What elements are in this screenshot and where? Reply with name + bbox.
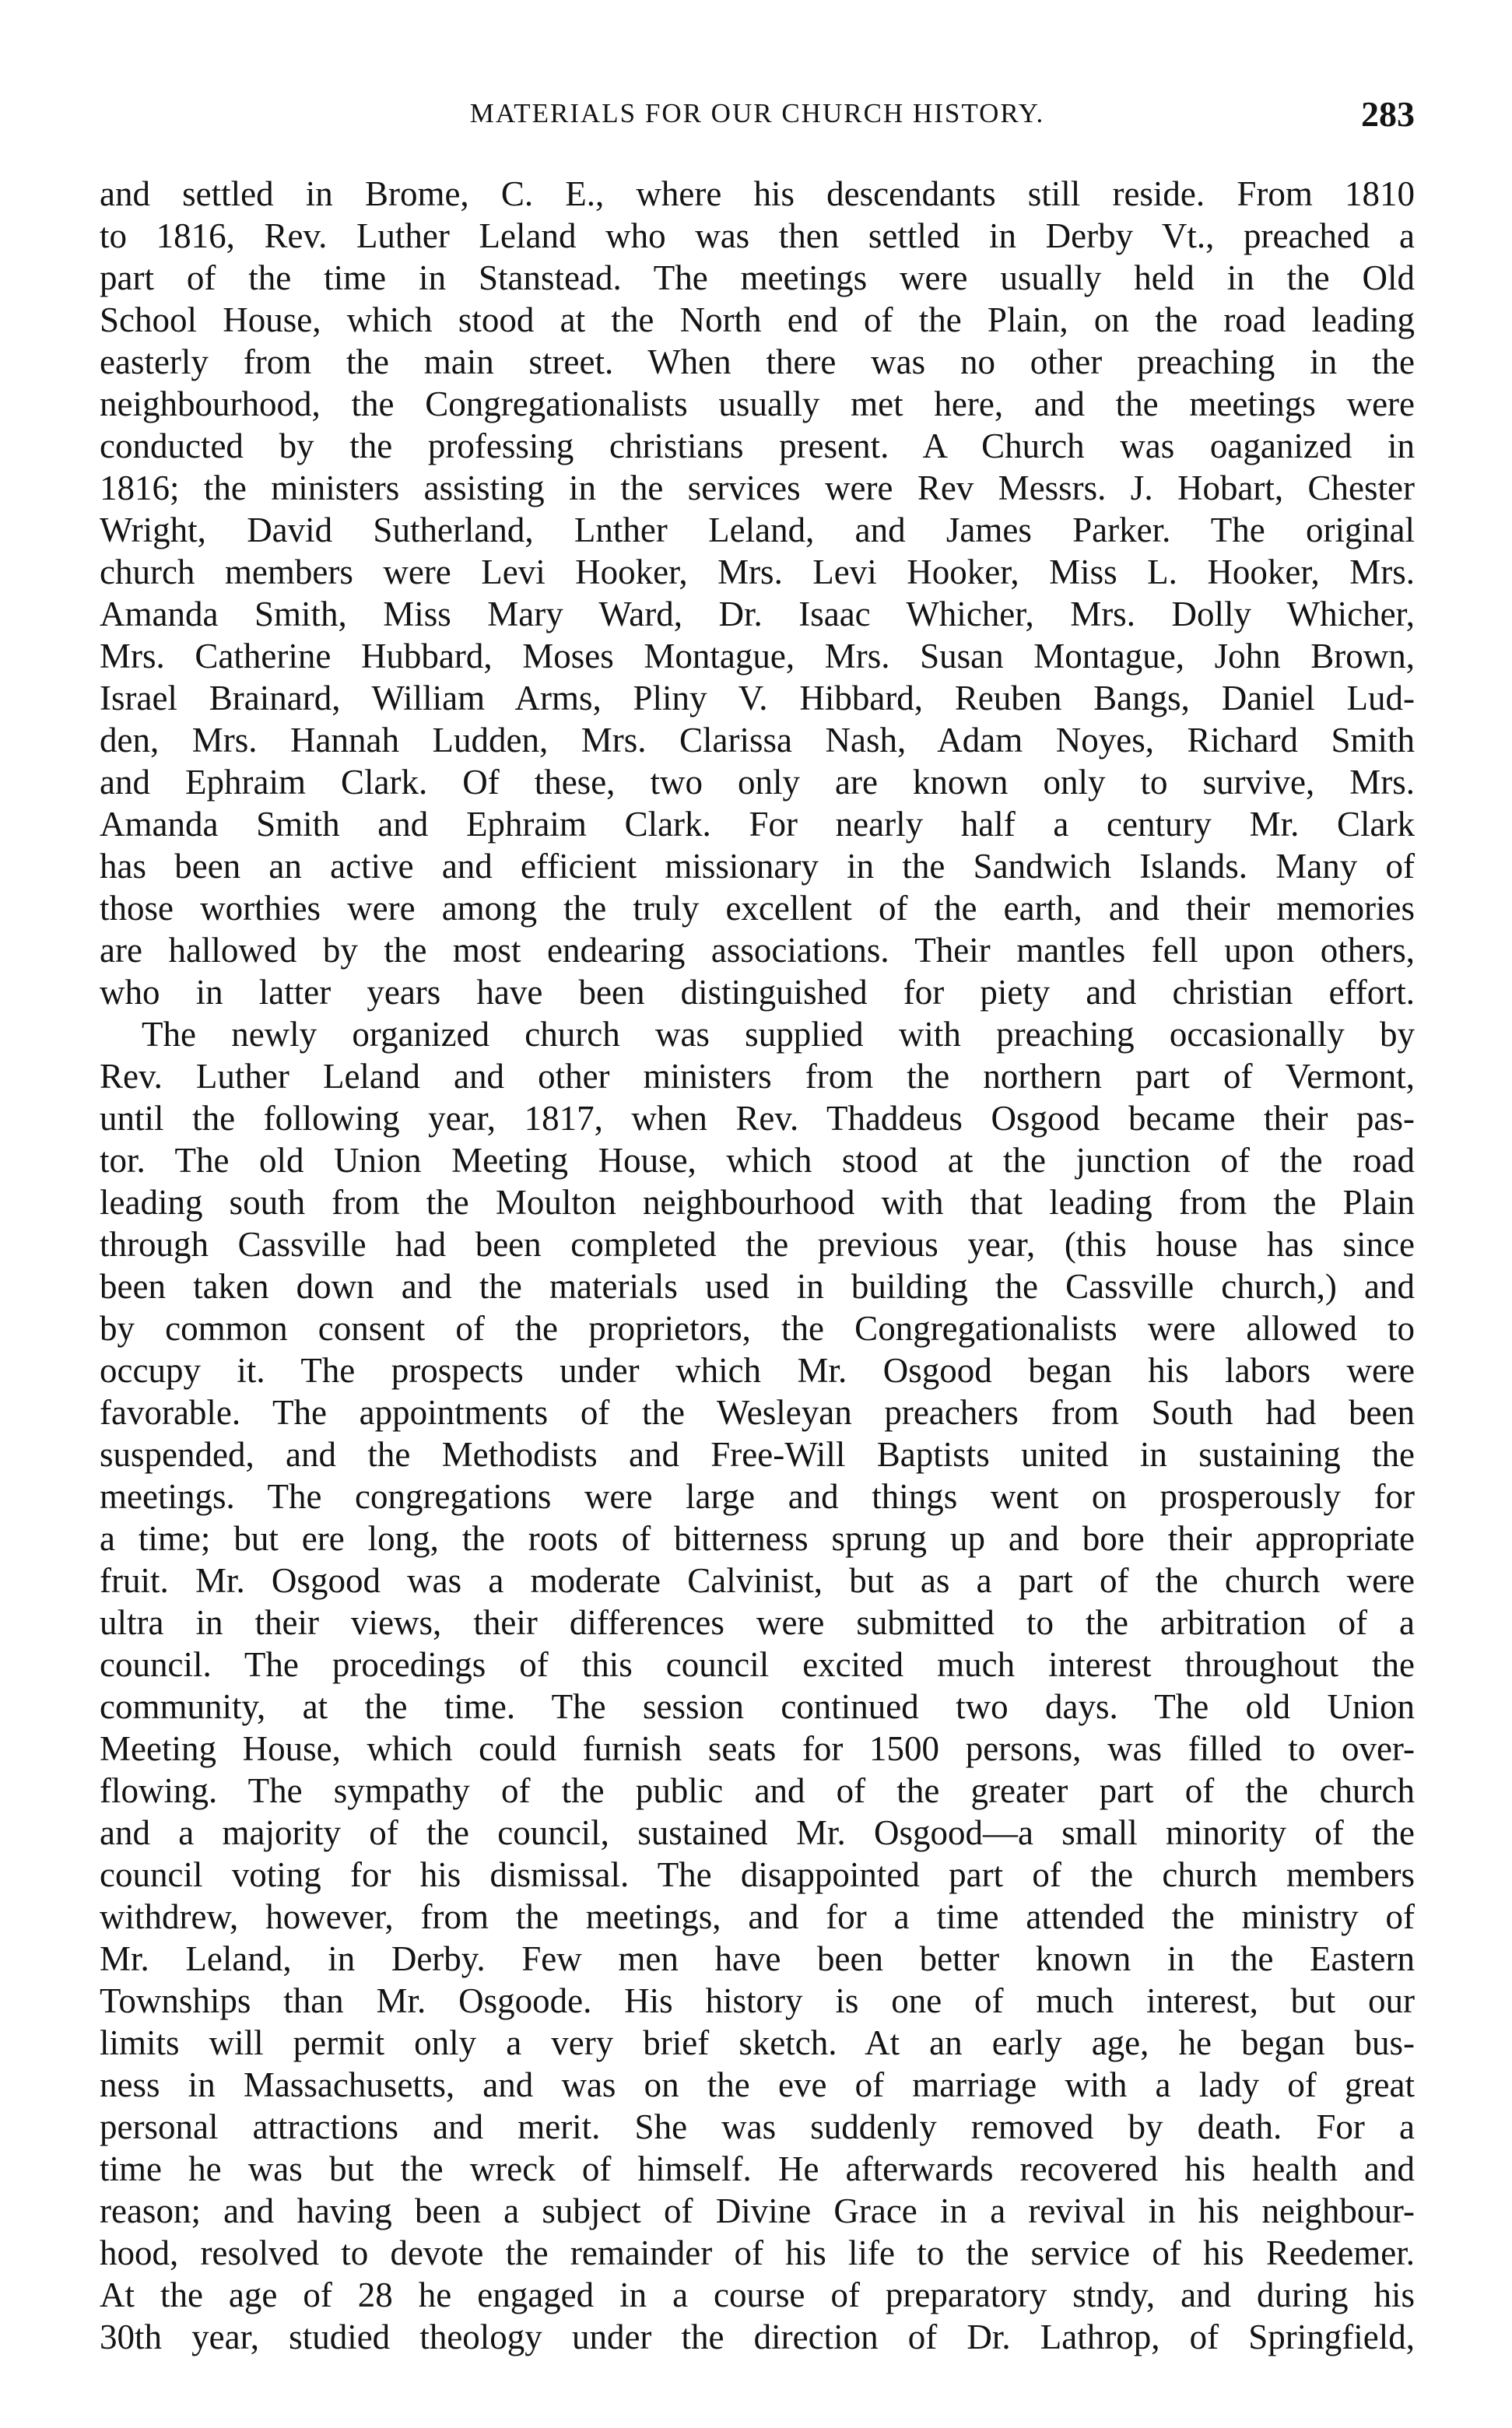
text-line: Mr. Leland, in Derby. Few men have been better known in the Eastern bbox=[100, 1939, 1415, 1978]
text-line: church members were Levi Hooker, Mrs. Levi Hooker, Miss L. Hooker, Mrs. bbox=[100, 553, 1415, 591]
text-line: Israel Brainard, William Arms, Pliny V. Hibbard, Reuben Bangs, Daniel Lud- bbox=[100, 679, 1415, 718]
text-line: School House, which stood at the North end of the Plain, on the road leading bbox=[100, 300, 1415, 339]
text-line: meetings. The congregations were large and things went on prosperously for bbox=[100, 1477, 1415, 1516]
text-line: part of the time in Stanstead. The meetings were usually held in the Old bbox=[100, 258, 1415, 297]
text-line: flowing. The sympathy of the public and of the greater part of the church bbox=[100, 1771, 1415, 1810]
text-line: neighbourhood, the Congregationalists usually met here, and the meetings were bbox=[100, 384, 1415, 423]
text-line: At the age of 28 he engaged in a course of preparatory stndy, and during his bbox=[100, 2275, 1415, 2314]
text-line: Amanda Smith, Miss Mary Ward, Dr. Isaac Whicher, Mrs. Dolly Whicher, bbox=[100, 595, 1415, 633]
body-text bbox=[100, 173, 1415, 2358]
text-line: by common consent of the proprietors, the Congregationalists were allowed to bbox=[100, 1309, 1415, 1348]
text-line: Wright, David Sutherland, Lnther Leland, and James Parker. The original bbox=[100, 511, 1415, 549]
text-line: ultra in their views, their differences were submitted to the arbitration of a bbox=[100, 1603, 1415, 1642]
text-line: community, at the time. The session continued two days. The old Union bbox=[100, 1687, 1415, 1726]
text-line: conducted by the professing christians present. A Church was oaganized in bbox=[100, 426, 1415, 465]
text-line: occupy it. The prospects under which Mr. Osgood began his labors were bbox=[100, 1351, 1415, 1390]
text-line: Townships than Mr. Osgoode. His history is one of much interest, but our bbox=[100, 1981, 1415, 2020]
text-line: council. The procedings of this council excited much interest throughout the bbox=[100, 1645, 1415, 1684]
text-line: 1816; the ministers assisting in the services were Rev Messrs. J. Hobart, Chester bbox=[100, 468, 1415, 507]
text-line: tor. The old Union Meeting House, which stood at the junction of the road bbox=[100, 1141, 1415, 1180]
text-line: limits will permit only a very brief sketch. At an early age, he began bus- bbox=[100, 2023, 1415, 2062]
text-line: those worthies were among the truly excellent of the earth, and their memories bbox=[100, 889, 1415, 928]
text-line: and settled in Brome, C. E., where his descendants still reside. From 1810 bbox=[100, 174, 1415, 213]
text-line: Meeting House, which could furnish seats for 1500 persons, was filled to over- bbox=[100, 1729, 1415, 1768]
running-title: MATERIALS FOR OUR CHURCH HISTORY. bbox=[469, 98, 1045, 128]
text-line: den, Mrs. Hannah Ludden, Mrs. Clarissa Nash, Adam Noyes, Richard Smith bbox=[100, 721, 1415, 760]
text-line: Amanda Smith and Ephraim Clark. For nearly half a century Mr. Clark bbox=[100, 805, 1415, 844]
text-line: personal attractions and merit. She was suddenly removed by death. For a bbox=[100, 2107, 1415, 2146]
page-number: 283 bbox=[1361, 94, 1415, 134]
text-line: has been an active and efficient missionary in the Sandwich Islands. Many of bbox=[100, 847, 1415, 886]
text-line: fruit. Mr. Osgood was a moderate Calvinist, but as a part of the church were bbox=[100, 1561, 1415, 1600]
text-line: and Ephraim Clark. Of these, two only are known only to survive, Mrs. bbox=[100, 763, 1415, 802]
text-line: time he was but the wreck of himself. He afterwards recovered his health and bbox=[100, 2149, 1415, 2188]
text-line: Mrs. Catherine Hubbard, Moses Montague, Mrs. Susan Montague, John Brown, bbox=[100, 637, 1415, 675]
text-line: easterly from the main street. When there was no other preaching in the bbox=[100, 342, 1415, 381]
paragraph-start-line: The newly organized church was supplied with preaching occasionally by bbox=[142, 1015, 1415, 1054]
text-line: ness in Massachusetts, and was on the eve of marriage with a lady of great bbox=[100, 2065, 1415, 2104]
text-line: Rev. Luther Leland and other ministers from the northern part of Vermont, bbox=[100, 1057, 1415, 1096]
text-line: suspended, and the Methodists and Free-Will Baptists united in sustaining the bbox=[100, 1435, 1415, 1474]
running-head bbox=[100, 93, 1415, 142]
text-line: a time; but ere long, the roots of bitterness sprung up and bore their appropriate bbox=[100, 1519, 1415, 1558]
text-line: been taken down and the materials used in building the Cassville church,) and bbox=[100, 1267, 1415, 1306]
text-line: to 1816, Rev. Luther Leland who was then settled in Derby Vt., preached a bbox=[100, 216, 1415, 255]
text-line: hood, resolved to devote the remainder of his life to the service of his Reedemer. bbox=[100, 2233, 1415, 2272]
text-line: through Cassville had been completed the previous year, (this house has since bbox=[100, 1225, 1415, 1264]
text-line: favorable. The appointments of the Wesleyan preachers from South had been bbox=[100, 1393, 1415, 1432]
book-page bbox=[100, 93, 1415, 2358]
text-line: reason; and having been a subject of Divine Grace in a revival in his neighbour- bbox=[100, 2191, 1415, 2230]
text-line: who in latter years have been distinguished for piety and christian effort. bbox=[100, 973, 1415, 1012]
text-line: and a majority of the council, sustained Mr. Osgood—a small minority of the bbox=[100, 1813, 1415, 1852]
text-line: withdrew, however, from the meetings, and for a time attended the ministry of bbox=[100, 1897, 1415, 1936]
text-line: are hallowed by the most endearing associations. Their mantles fell upon others, bbox=[100, 931, 1415, 970]
text-line: until the following year, 1817, when Rev. Thaddeus Osgood became their pas- bbox=[100, 1099, 1415, 1138]
text-line: 30th year, studied theology under the direction of Dr. Lathrop, of Springfield, bbox=[100, 2317, 1415, 2356]
text-line: leading south from the Moulton neighbourhood with that leading from the Plain bbox=[100, 1183, 1415, 1222]
text-line: council voting for his dismissal. The disappointed part of the church members bbox=[100, 1855, 1415, 1894]
